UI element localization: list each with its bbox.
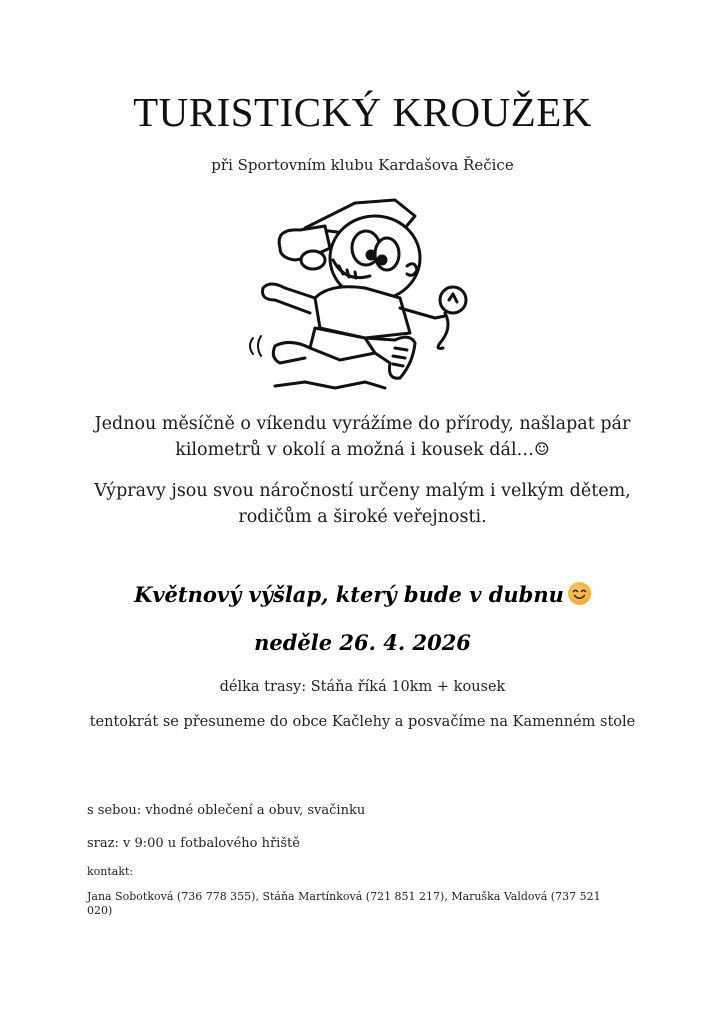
route-length: délka trasy: Stáňa říká 10km + kousek (219, 679, 506, 695)
what-to-bring: s sebou: vhodné oblečení a obuv, svačinku (87, 803, 366, 818)
event-title (0, 582, 725, 607)
intro-paragraph-2: Výpravy jsou svou náročností určeny malým i velkým dětem, rodičům a široké veřejnosti. (94, 481, 631, 527)
route-description: tentokrát se přesuneme do obce Kačlehy a posvačíme na Kamenném stole (89, 714, 636, 730)
contact-label: kontakt: (87, 865, 134, 878)
meeting-point: sraz: v 9:00 u fotbalového hřiště (87, 836, 300, 851)
running-boy-with-stopwatch-icon (235, 188, 495, 403)
contact-list: Jana Sobotková (736 778 355), Stáňa Martínková (721 851 217), Maruška Valdová (737 521 020) (87, 890, 601, 917)
page-subtitle: při Sportovním klubu Kardašova Řečice (211, 156, 514, 174)
smiling-face-emoji-icon (568, 582, 591, 605)
page-title: TURISTICKÝ KROUŽEK (133, 89, 592, 135)
event-date: neděle 26. 4. 2026 (254, 630, 471, 655)
event-title-text: Květnový výšlap, který bude v dubnu (134, 582, 564, 607)
intro-paragraph-1: Jednou měsíčně o víkendu vyrážíme do přírody, našlapat pár kilometrů v okolí a možná i kousek dál…☺ (94, 414, 631, 460)
